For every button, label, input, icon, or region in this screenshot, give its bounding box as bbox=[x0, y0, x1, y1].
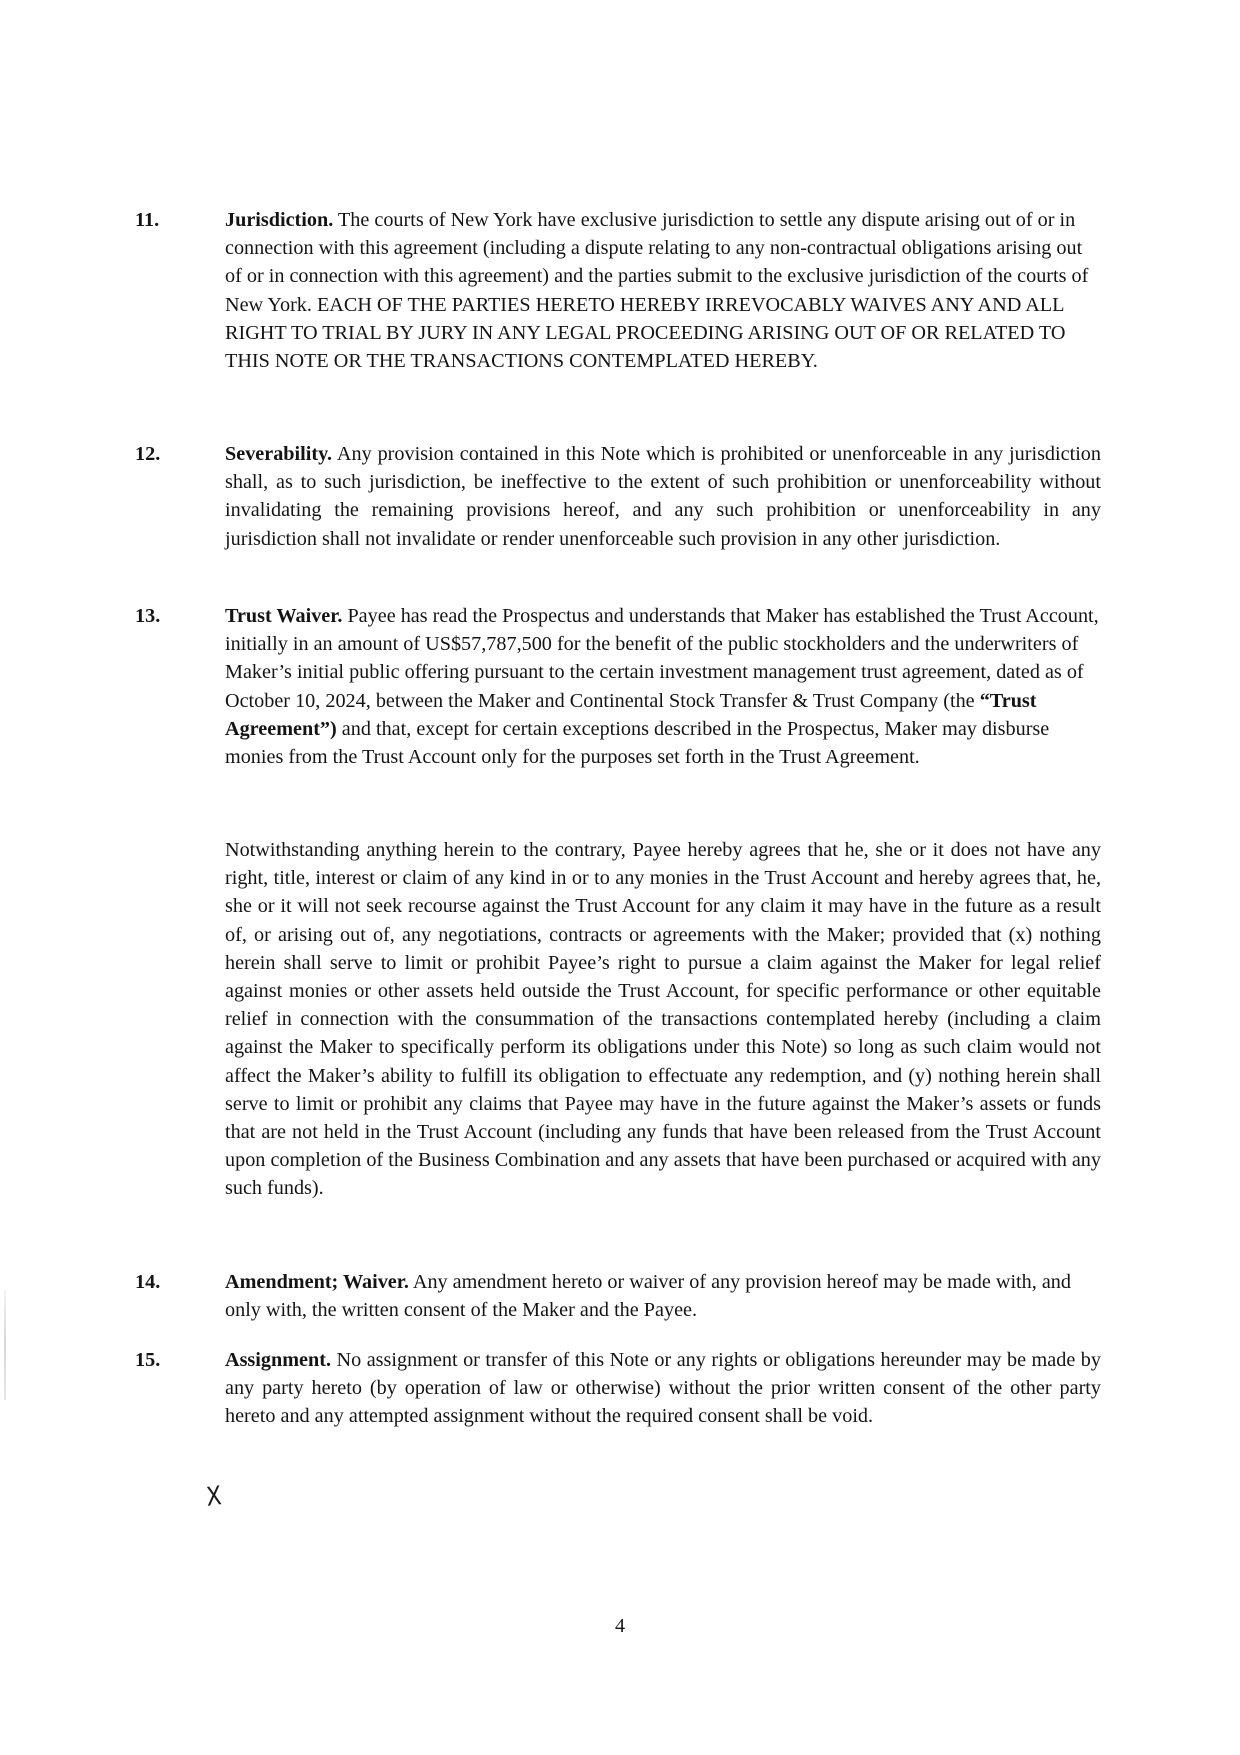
section-body bbox=[225, 602, 1101, 771]
section-number: 15. bbox=[135, 1349, 161, 1371]
section-number: 14. bbox=[135, 1271, 161, 1293]
section-trust-waiver bbox=[135, 602, 1100, 771]
trust-waiver-paragraph-2: Notwithstanding anything herein to the contrary, Payee hereby agrees that he, she or it does not have any right, title, interest or claim of any kind in or to any monies in the Trust Account and hereby agrees that, he, she or it will not seek recourse against the Trust Account for any claim it may have in the future as a result of, or arising out of, any negotiations, contracts or agreements with the Maker; provided that (x) nothing herein shall serve to limit or prohibit Payee’s right to pursue a claim against the Maker for legal relief against monies or other assets held outside the Trust Account, for specific performance or other equitable relief in connection with the consummation of the transactions contemplated hereby (including a claim against the Maker to specifically perform its obligations under this Note) so long as such claim would not affect the Maker’s ability to fulfill its obligation to effectuate any redemption, and (y) nothing herein shall serve to limit or prohibit any claims that Payee may have in the future against the Maker’s assets or funds that are not held in the Trust Account (including any funds that have been released from the Trust Account upon completion of the Business Combination and any assets that have been purchased or acquired with any such funds). bbox=[225, 839, 1101, 1200]
section-amendment-waiver bbox=[135, 1268, 1100, 1324]
section-number: 12. bbox=[135, 443, 161, 465]
scan-edge-artifact bbox=[4, 1290, 6, 1400]
section-severability bbox=[135, 440, 1100, 553]
section-jurisdiction bbox=[135, 206, 1100, 375]
section-text: Any amendment hereto or waiver of any provision hereof may be made with, and only with, the written consent of the Maker and the Payee. bbox=[225, 1271, 1071, 1322]
section-text: Any provision contained in this Note which is prohibited or unenforceable in any jurisdiction shall, as to such jurisdiction, be ineffective to the extent of such prohibition or unenforceability without invalidating the remaining provisions hereof, and any such prohibition or unenforceability in any jurisdiction shall not invalidate or render unenforceable such provision in any other jurisdiction. bbox=[225, 443, 1101, 550]
handwritten-initial-mark: X bbox=[205, 1481, 223, 1513]
section-text-continued: and that, except for certain exceptions described in the Prospectus, Maker may disburse monies from the Trust Account only for the purposes set forth in the Trust Agreement. bbox=[225, 717, 1050, 769]
section-heading: Jurisdiction. bbox=[225, 209, 334, 231]
section-number: 11. bbox=[135, 209, 160, 231]
section-number: 13. bbox=[135, 605, 161, 627]
section-heading: Trust Waiver. bbox=[225, 605, 343, 627]
section-text: The courts of New York have exclusive jurisdiction to settle any dispute arising out of or in connection with this agreement (including a dispute relating to any non-contractual obligations arising out of or in connection with this agreement) and the parties submit to the exclusive jurisdiction of the courts of New York. EACH OF THE PARTIES HERETO HEREBY IRREVOCABLY WAIVES ANY AND ALL RIGHT TO TRIAL BY JURY IN ANY LEGAL PROCEEDING ARISING OUT OF OR RELATED TO THIS NOTE OR THE TRANSACTIONS CONTEMPLATED HEREBY. bbox=[225, 209, 1089, 373]
section-body bbox=[225, 1346, 1101, 1431]
section-heading: Assignment. bbox=[225, 1349, 331, 1371]
section-body bbox=[225, 206, 1101, 375]
section-text: Payee has read the Prospectus and understands that Maker has established the Trust Account, initially in an amount of US$57,787,500 for the benefit of the public stockholders and the underwriters of Maker’s initial public offering pursuant to the certain investment management trust agreement, dated as of October 10, 2024, between the Maker and Continental Stock Transfer & Trust Company (the bbox=[225, 605, 1099, 712]
section-body bbox=[225, 1268, 1101, 1324]
defined-term-trust-agreement: “Trust Agreement”) bbox=[225, 689, 1037, 740]
section-heading: Severability. bbox=[225, 443, 333, 465]
page-number: 4 bbox=[615, 1615, 625, 1637]
section-body bbox=[225, 440, 1101, 553]
section-assignment bbox=[135, 1346, 1100, 1431]
section-heading: Amendment; Waiver. bbox=[225, 1271, 409, 1293]
section-text: No assignment or transfer of this Note or any rights or obligations hereunder may be made by any party hereto (by operation of law or otherwise) without the prior written consent of the other party hereto and any attempted assignment without the required consent shall be void. bbox=[225, 1349, 1101, 1428]
